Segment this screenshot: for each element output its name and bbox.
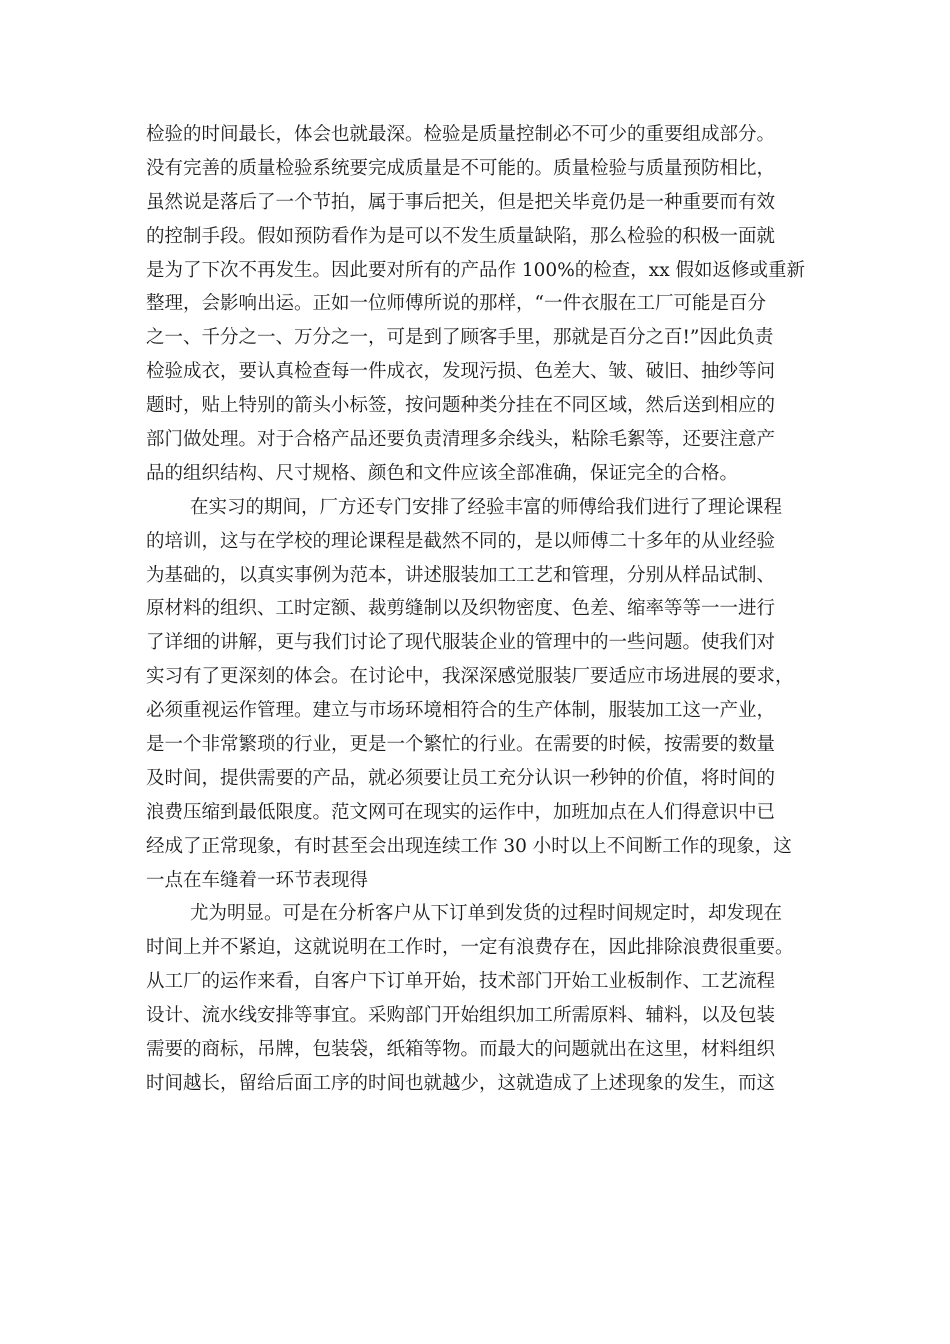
text-line: 一点在车缝着一环节表现得 <box>146 869 369 891</box>
text-line: 是一个非常繁琐的行业，更是一个繁忙的行业。在需要的时候，按需要的数量 <box>146 734 776 756</box>
text-line: 了详细的讲解，更与我们讨论了现代服装企业的管理中的一些问题。使我们对 <box>146 632 776 654</box>
body-text <box>146 118 816 1101</box>
text-line: 品的组织结构、尺寸规格、颜色和文件应该全部准确，保证完全的合格。 <box>146 462 739 484</box>
text-line: 必须重视运作管理。建立与市场环境相符合的生产体制，服装加工这一产业， <box>146 700 776 722</box>
text-line: 时间越长，留给后面工序的时间也就越少，这就造成了上述现象的发生，而这 <box>146 1072 776 1094</box>
text-line: 时间上并不紧迫，这就说明在工作时，一定有浪费存在，因此排除浪费很重要。 <box>146 937 794 959</box>
text-line: 在实习的期间，厂方还专门安排了经验丰富的师傅给我们进行了理论课程 <box>190 496 783 518</box>
text-line: 原材料的组织、工时定额、裁剪缝制以及织物密度、色差、缩率等等一一进行 <box>146 598 776 620</box>
text-line: 整理，会影响出运。正如一位师傅所说的那样，“一件衣服在工厂可能是百分 <box>146 293 766 315</box>
text-line: 实习有了更深刻的体会。在讨论中，我深深感觉服装厂要适应市场进展的要求， <box>146 666 794 688</box>
text-line: 从工厂的运作来看，自客户下订单开始，技术部门开始工业板制作、工艺流程 <box>146 971 776 993</box>
text-line: 的控制手段。假如预防看作为是可以不发生质量缺陷，那么检验的积极一面就 <box>146 225 776 247</box>
paragraph <box>146 897 816 1100</box>
text-line: 虽然说是落后了一个节拍，属于事后把关，但是把关毕竟仍是一种重要而有效 <box>146 191 776 213</box>
text-line: 尤为明显。可是在分析客户从下订单到发货的过程时间规定时，却发现在 <box>190 903 783 925</box>
text-line: 检验成衣，要认真检查每一件成衣，发现污损、色差大、皱、破旧、抽纱等问 <box>146 361 776 383</box>
text-line: 没有完善的质量检验系统要完成质量是不可能的。质量检验与质量预防相比， <box>146 157 776 179</box>
text-line: 为基础的，以真实事例为范本，讲述服装加工工艺和管理，分别从样品试制、 <box>146 564 776 586</box>
text-line: 及时间，提供需要的产品，就必须要让员工充分认识一秒钟的价值，将时间的 <box>146 767 776 789</box>
paragraph <box>146 118 816 491</box>
text-line: 的培训，这与在学校的理论课程是截然不同的，是以师傅二十多年的从业经验 <box>146 530 776 552</box>
text-line: 经成了正常现象，有时甚至会出现连续工作 30 小时以上不间断工作的现象，这 <box>146 835 792 857</box>
paragraph <box>146 491 816 898</box>
text-line: 设计、流水线安排等事宜。采购部门开始组织加工所需原料、辅料，以及包装 <box>146 1005 776 1027</box>
text-line: 之一、千分之一、万分之一，可是到了顾客手里，那就是百分之百!”因此负责 <box>146 327 774 349</box>
text-line: 是为了下次不再发生。因此要对所有的产品作 100%的检查，xx 假如返修或重新 <box>146 259 806 281</box>
text-line: 检验的时间最长，体会也就最深。检验是质量控制必不可少的重要组成部分。 <box>146 124 776 145</box>
text-line: 部门做处理。对于合格产品还要负责清理多余线头，粘除毛絮等，还要注意产 <box>146 429 776 451</box>
text-line: 浪费压缩到最低限度。范文网可在现实的运作中，加班加点在人们得意识中已 <box>146 801 776 823</box>
text-line: 题时，贴上特别的箭头小标签，按问题种类分挂在不同区域，然后送到相应的 <box>146 395 776 417</box>
text-line: 需要的商标，吊牌，包装袋，纸箱等物。而最大的问题就出在这里，材料组织 <box>146 1039 776 1061</box>
